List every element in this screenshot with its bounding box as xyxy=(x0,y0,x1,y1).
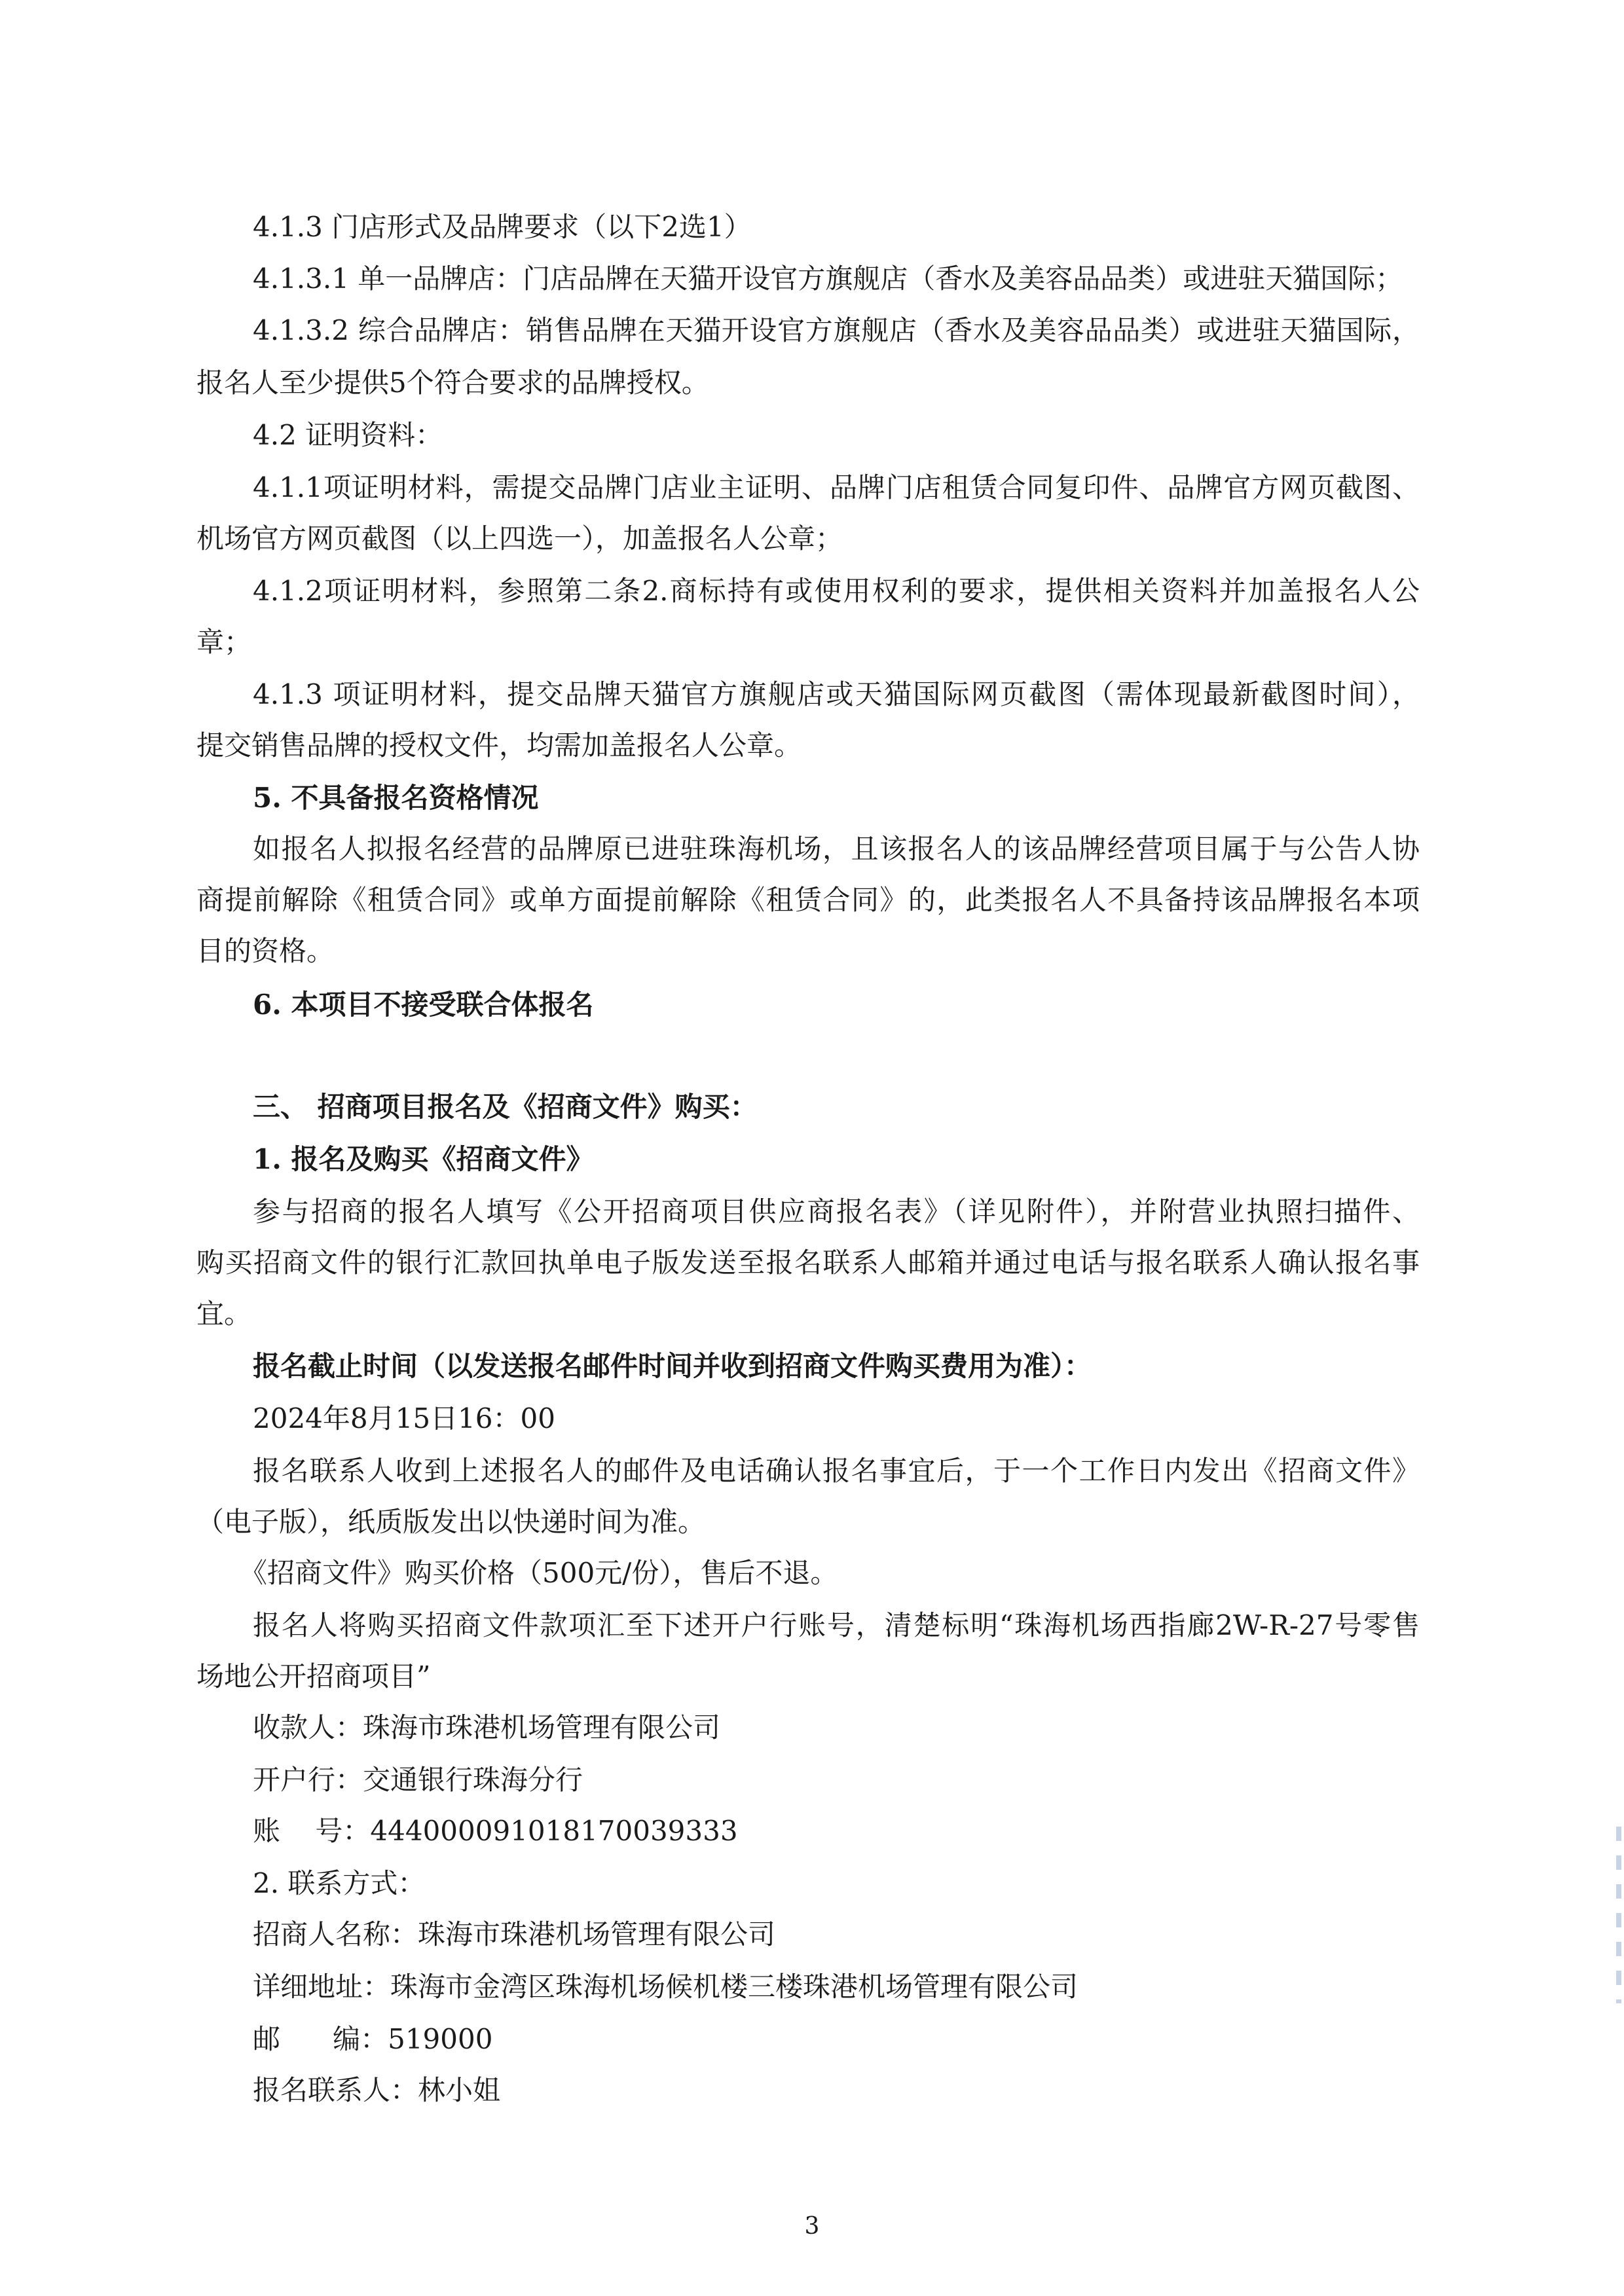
clause-4-1-3-2: 4.1.3.2 综合品牌店：销售品牌在天猫开设官方旗舰店（香水及美容品品类）或进驻天猫国际， xyxy=(253,314,1420,346)
evidence-4-1-1-cont: 机场官方网页截图（以上四选一），加盖报名人公章； xyxy=(196,522,843,555)
evidence-4-1-3: 4.1.3 项证明材料，提交品牌天猫官方旗舰店或天猫国际网页截图（需体现最新截图时间）， xyxy=(253,678,1420,710)
registration-para-end: 宜。 xyxy=(196,1298,252,1330)
registration-para: 参与招商的报名人填写《公开招商项目供应商报名表》（详见附件），并附营业执照扫描件、 xyxy=(253,1195,1420,1228)
section-5-heading: 5. 不具备报名资格情况 xyxy=(253,782,539,814)
registration-para-cont: 购买招商文件的银行汇款回执单电子版发送至报名联系人邮箱并通过电话与报名联系人确认报名事 xyxy=(196,1247,1420,1279)
page-number: 3 xyxy=(804,2213,820,2240)
payee-line: 收款人：珠海市珠港机场管理有限公司 xyxy=(253,1711,721,1743)
remittance-para: 报名人将购买招商文件款项汇至下述开户行账号，清楚标明“珠海机场西指廊2W-R-27号零售 xyxy=(253,1609,1420,1641)
dispatch-para: 报名联系人收到上述报名人的邮件及电话确认报名事宜后，于一个工作日内发出《招商文件》 xyxy=(253,1455,1420,1487)
section-5-para-end: 目的资格。 xyxy=(196,935,335,967)
address-line: 详细地址：珠海市金湾区珠海机场候机楼三楼珠港机场管理有限公司 xyxy=(253,1971,1079,2003)
bank-line: 开户行：交通银行珠海分行 xyxy=(253,1764,583,1796)
evidence-4-1-2-cont: 章； xyxy=(196,626,252,658)
account-line: 账 号：444000091018170039333 xyxy=(253,1815,738,1847)
section-5-para: 如报名人拟报名经营的品牌原已进驻珠海机场，且该报名人的该品牌经营项目属于与公告人协 xyxy=(253,833,1420,865)
chapter-3-heading: 三、 招商项目报名及《招商文件》购买： xyxy=(253,1091,758,1123)
clause-4-1-3-1: 4.1.3.1 单一品牌店：门店品牌在天猫开设官方旗舰店（香水及美容品品类）或进驻天猫国际； xyxy=(253,263,1403,295)
subsection-1-heading: 1. 报名及购买《招商文件》 xyxy=(253,1143,594,1175)
scan-edge-mark xyxy=(1616,1827,1621,2003)
evidence-4-1-2: 4.1.2项证明材料，参照第二条2.商标持有或使用权利的要求，提供相关资料并加盖报名人公 xyxy=(253,575,1420,607)
price-line: 《招商文件》购买价格（500元/份），售后不退。 xyxy=(240,1557,838,1589)
dispatch-para-cont: （电子版），纸质版发出以快递时间为准。 xyxy=(196,1506,706,1538)
company-name-line: 招商人名称：珠海市珠港机场管理有限公司 xyxy=(253,1918,776,1950)
section-6-heading: 6. 本项目不接受联合体报名 xyxy=(253,989,594,1021)
deadline-heading: 报名截止时间（以发送报名邮件时间并收到招商文件购买费用为准）： xyxy=(253,1350,1092,1382)
clause-4-1-3: 4.1.3 门店形式及品牌要求（以下2选1） xyxy=(253,211,752,243)
evidence-4-1-3-cont: 提交销售品牌的授权文件，均需加盖报名人公章。 xyxy=(196,729,802,761)
deadline-datetime: 2024年8月15日16：00 xyxy=(253,1402,555,1434)
remittance-para-cont: 场地公开招商项目” xyxy=(196,1660,431,1692)
postcode-line: 邮 编：519000 xyxy=(253,2023,493,2055)
subsection-2-heading: 2. 联系方式： xyxy=(253,1867,426,1899)
clause-4-1-3-2-cont: 报名人至少提供5个符合要求的品牌授权。 xyxy=(196,367,709,399)
contact-person-line: 报名联系人：林小姐 xyxy=(253,2074,501,2106)
clause-4-2: 4.2 证明资料： xyxy=(253,419,443,451)
evidence-4-1-1: 4.1.1项证明材料，需提交品牌门店业主证明、品牌门店租赁合同复印件、品牌官方网页截图、 xyxy=(253,471,1420,503)
section-5-para-cont: 商提前解除《租赁合同》或单方面提前解除《租赁合同》的，此类报名人不具备持该品牌报名本项 xyxy=(196,884,1420,916)
